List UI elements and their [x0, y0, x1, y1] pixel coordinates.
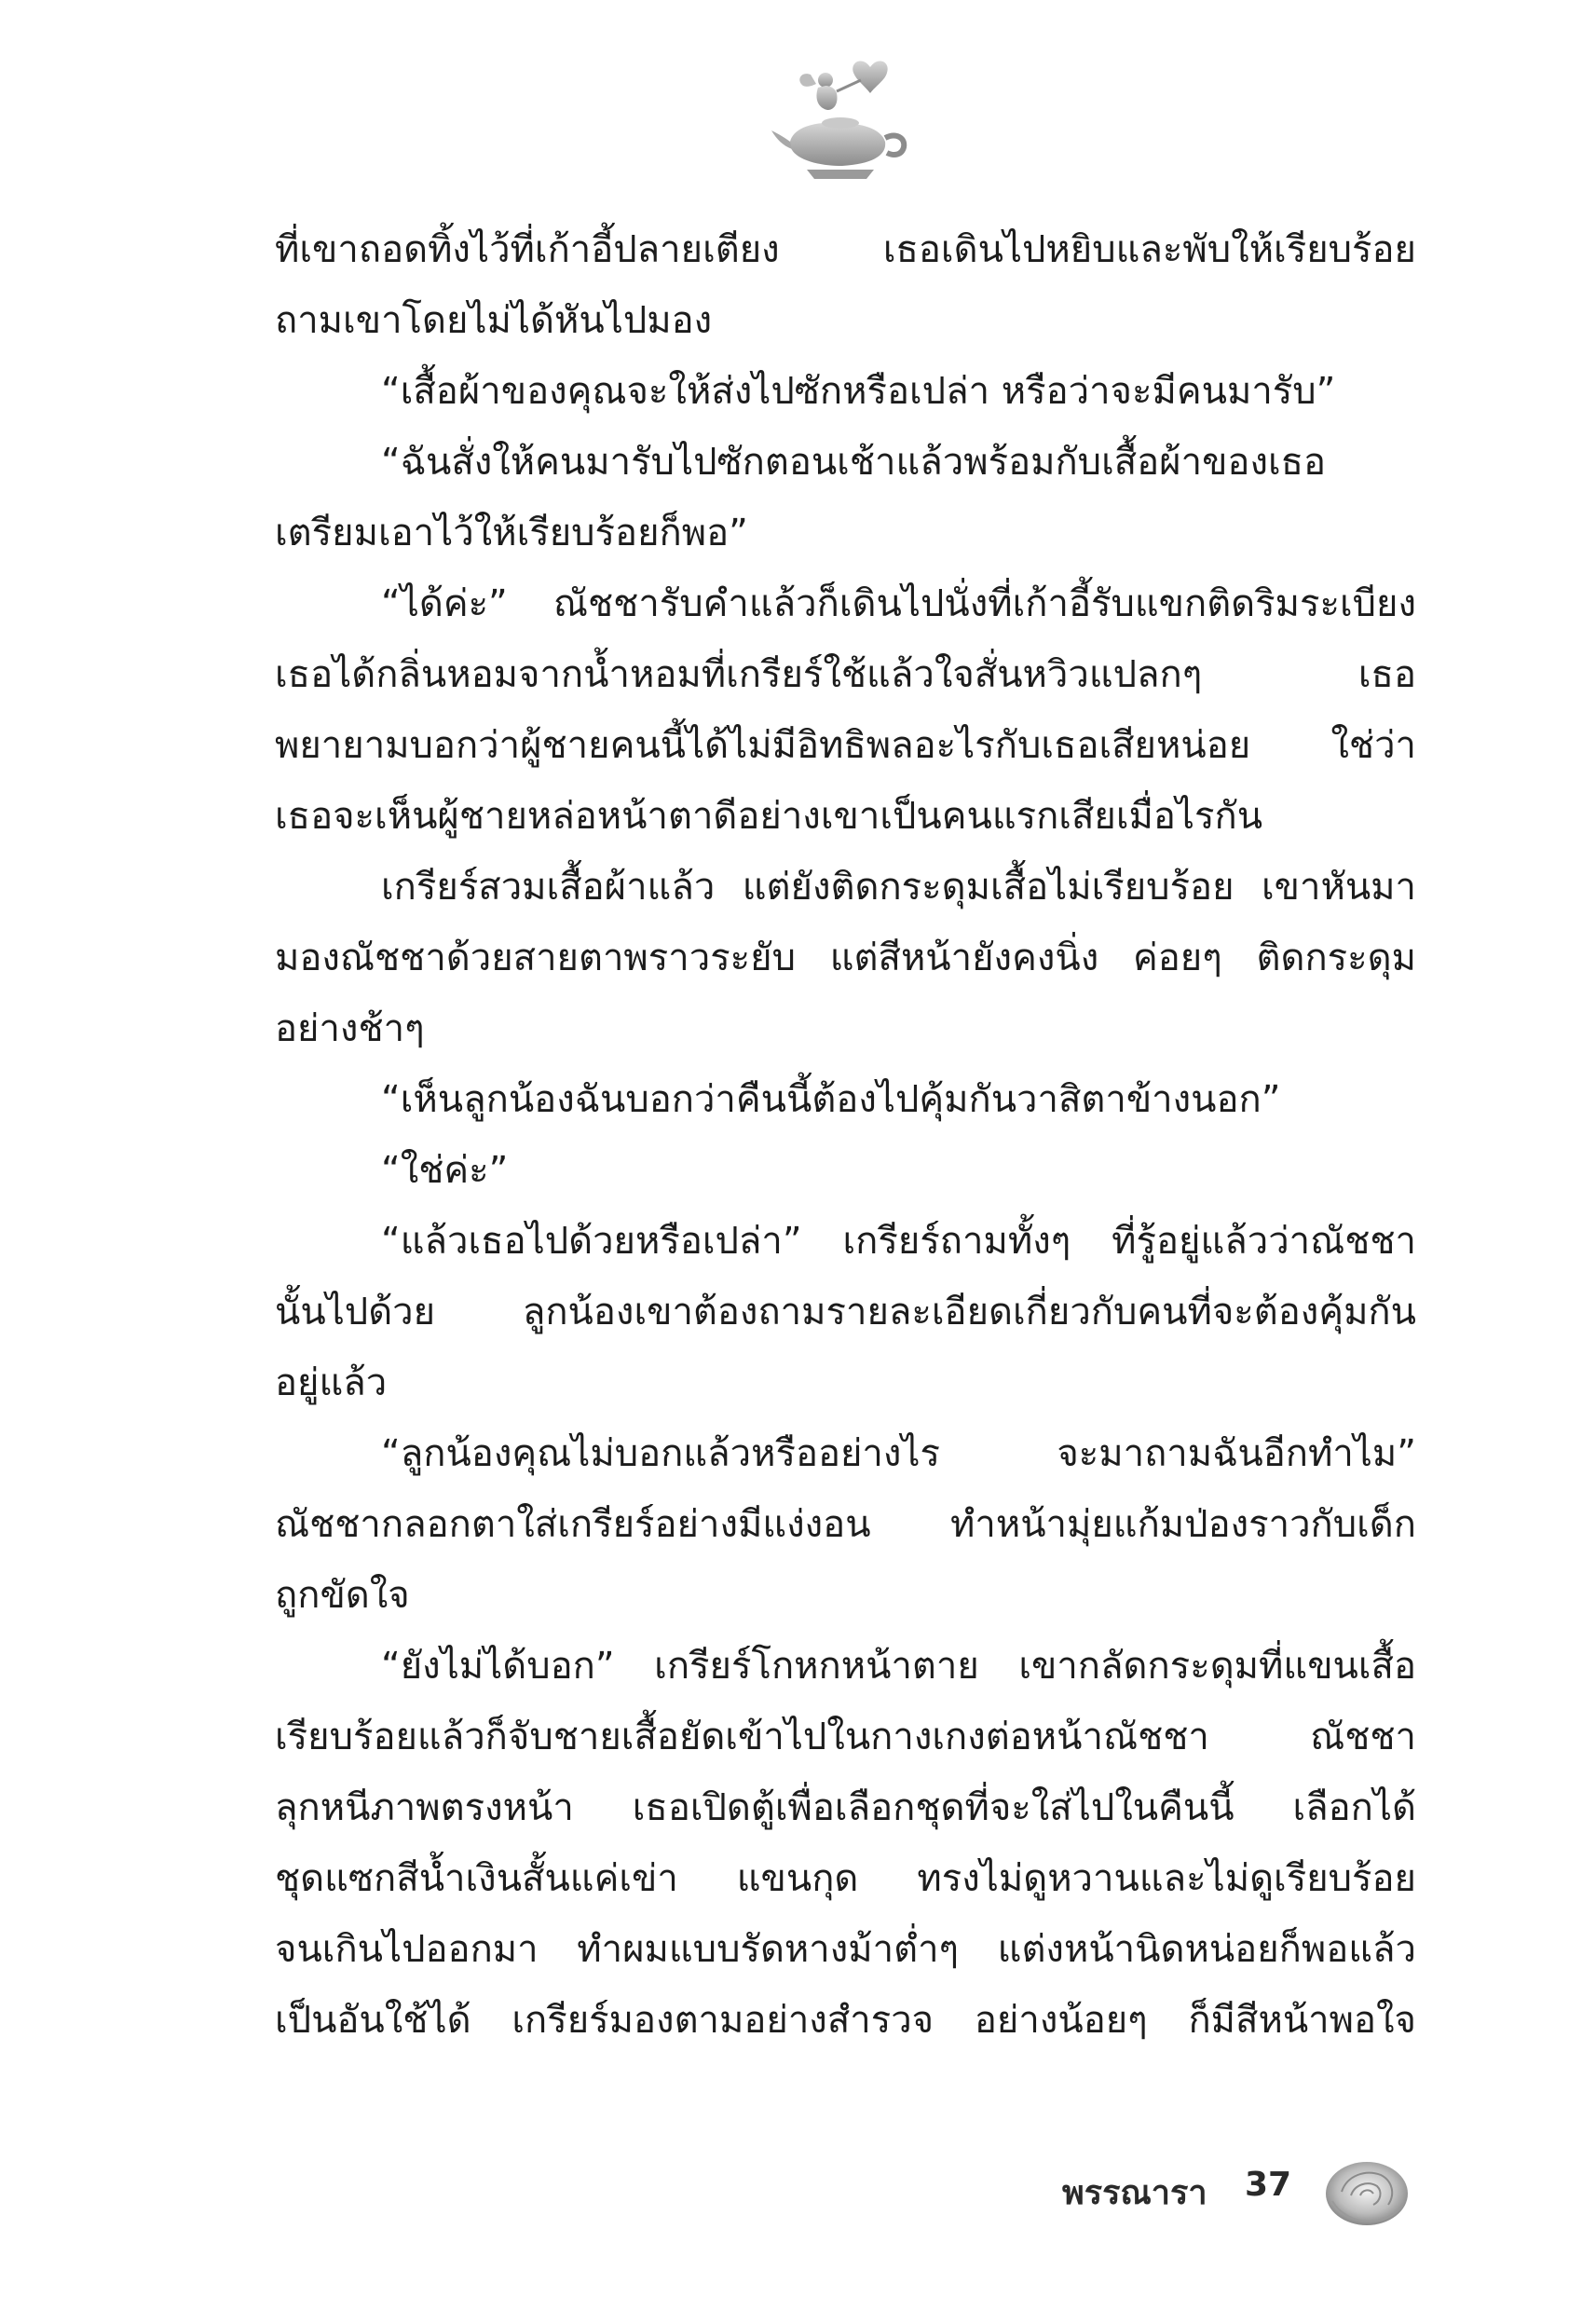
text-line: “ฉันสั่งให้คนมารับไปซักตอนเช้าแล้วพร้อมกับเสื้อผ้าของเธอ [381, 441, 1327, 484]
text-line: เกรียร์สวมเสื้อผ้าแล้ว แต่ยังติดกระดุมเสื้อไม่เรียบร้อย เขาหันมา [381, 866, 1416, 909]
text-line: ถูกขัดใจ [275, 1574, 410, 1617]
cupid-teapot-ornament-icon [770, 56, 909, 182]
text-line: จนเกินไปออกมา ทำผมแบบรัดหางม้าต่ำๆ แต่งหน้านิดหน่อยก็พอแล้ว [275, 1928, 1416, 1971]
text-line: อย่างช้าๆ [275, 1007, 425, 1050]
text-line: ถามเขาโดยไม่ได้หันไปมอง [275, 299, 713, 342]
page-footer [1062, 2160, 1453, 2216]
text-line: “ยังไม่ได้บอก” เกรียร์โกหกหน้าตาย เขากลัดกระดุมที่แขนเสื้อ [381, 1645, 1416, 1688]
text-line: “ได้ค่ะ” ณัชชารับคำแล้วก็เดินไปนั่งที่เก้าอี้รับแขกติดริมระเบียง [381, 582, 1416, 625]
text-line: ณัชชากลอกตาใส่เกรียร์อย่างมีแง่งอน ทำหน้ามุ่ยแก้มป่องราวกับเด็ก [275, 1503, 1416, 1546]
text-line: “เสื้อผ้าของคุณจะให้ส่งไปซักหรือเปล่า หรือว่าจะมีคนมารับ” [381, 370, 1336, 413]
text-line: นั้นไปด้วย ลูกน้องเขาต้องถามรายละเอียดเกี่ยวกับคนที่จะต้องคุ้มกัน [275, 1291, 1416, 1333]
page-number: 37 [1245, 2166, 1292, 2204]
text-line: อยู่แล้ว [275, 1361, 388, 1404]
text-line: พยายามบอกว่าผู้ชายคนนี้ได้ไม่มีอิทธิพลอะไรกับเธอเสียหน่อย ใช่ว่า [275, 724, 1416, 767]
text-line: “ลูกน้องคุณไม่บอกแล้วหรืออย่างไร จะมาถามฉันอีกทำไม” [381, 1432, 1416, 1475]
text-line: “ใช่ค่ะ” [381, 1149, 509, 1192]
body-text [275, 214, 1416, 2056]
text-line: “เห็นลูกน้องฉันบอกว่าคืนนี้ต้องไปคุ้มกันวาสิตาข้างนอก” [381, 1078, 1281, 1121]
text-line: เธอจะเห็นผู้ชายหล่อหน้าตาดีอย่างเขาเป็นคนแรกเสียเมื่อไรกัน [275, 795, 1263, 838]
text-line: มองณัชชาด้วยสายตาพราวระยับ แต่สีหน้ายังคงนิ่ง ค่อยๆ ติดกระดุม [275, 937, 1416, 979]
text-line: “แล้วเธอไปด้วยหรือเปล่า” เกรียร์ถามทั้งๆ ที่รู้อยู่แล้วว่าณัชชา [381, 1220, 1416, 1263]
text-line: ชุดแซกสีน้ำเงินสั้นแค่เข่า แขนกุด ทรงไม่ดูหวานและไม่ดูเรียบร้อย [275, 1857, 1416, 1900]
text-line: เป็นอันใช้ได้ เกรียร์มองตามอย่างสำรวจ อย่างน้อยๆ ก็มีสีหน้าพอใจ [275, 1999, 1416, 2042]
text-line: ที่เขาถอดทิ้งไว้ที่เก้าอี้ปลายเตียง เธอเดินไปหยิบและพับให้เรียบร้อย [275, 228, 1416, 271]
book-title: พรรณารา [1062, 2174, 1207, 2212]
text-line: เธอได้กลิ่นหอมจากน้ำหอมที่เกรียร์ใช้แล้วใจสั่นหวิวแปลกๆ เธอ [275, 653, 1416, 696]
rose-icon [1323, 2154, 1412, 2229]
text-line: ลุกหนีภาพตรงหน้า เธอเปิดตู้เพื่อเลือกชุดที่จะใส่ไปในคืนนี้ เลือกได้ [275, 1786, 1416, 1829]
text-line: เตรียมเอาไว้ให้เรียบร้อยก็พอ” [275, 512, 748, 554]
text-line: เรียบร้อยแล้วก็จับชายเสื้อยัดเข้าไปในกางเกงต่อหน้าณัชชา ณัชชา [275, 1716, 1416, 1758]
